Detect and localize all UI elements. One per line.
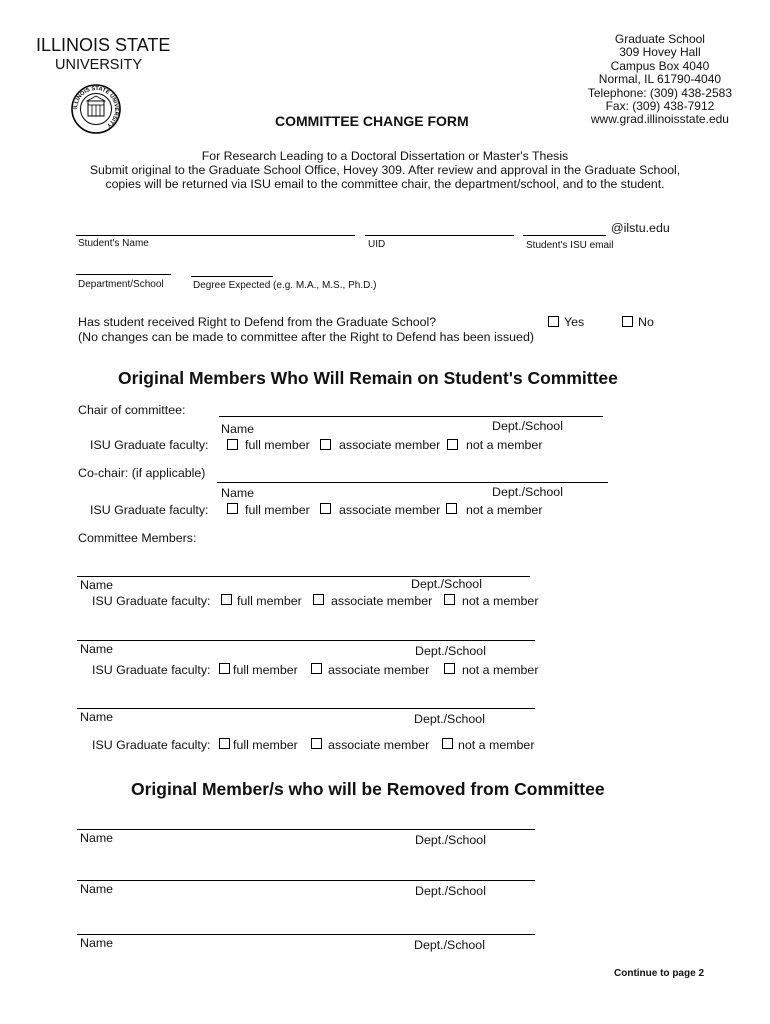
degree-field[interactable] bbox=[191, 276, 273, 277]
intro-line-1: For Research Leading to a Doctoral Dissertation or Master's Thesis bbox=[201, 149, 569, 163]
associate-member-checkbox[interactable] bbox=[311, 663, 322, 674]
not-member-checkbox[interactable] bbox=[444, 663, 455, 674]
name-label: Name bbox=[221, 422, 255, 436]
website-link[interactable]: www.grad.illinoisstate.edu bbox=[590, 112, 729, 127]
address-line: Graduate School bbox=[614, 32, 705, 46]
removed-name-field[interactable] bbox=[77, 934, 535, 935]
name-label: Name bbox=[80, 642, 114, 656]
committee-members-label: Committee Members: bbox=[78, 531, 197, 545]
yes-checkbox[interactable] bbox=[548, 316, 559, 327]
university-subtitle: UNIVERSITY bbox=[55, 57, 143, 73]
not-member-checkbox[interactable] bbox=[442, 738, 453, 749]
dept-label: Dept./School bbox=[415, 644, 486, 658]
full-member-label: full member bbox=[237, 594, 302, 608]
chair-label: Chair of committee: bbox=[78, 403, 186, 417]
associate-member-checkbox[interactable] bbox=[320, 503, 331, 514]
address-line: Campus Box 4040 bbox=[610, 58, 710, 73]
intro-line-2: Submit original to the Graduate School Office, Hovey 309. After review and approval in the Graduate School, bbox=[89, 163, 681, 177]
uid-field[interactable] bbox=[365, 235, 514, 236]
dept-label: Dept./School bbox=[414, 712, 485, 726]
associate-member-checkbox[interactable] bbox=[320, 439, 331, 450]
dept-label: Dept./School bbox=[411, 577, 482, 591]
name-label: Name bbox=[80, 710, 114, 724]
department-label: Department/School bbox=[78, 279, 164, 290]
full-member-checkbox[interactable] bbox=[219, 663, 230, 674]
faculty-label: ISU Graduate faculty: bbox=[92, 738, 211, 752]
removed-name-field[interactable] bbox=[77, 829, 535, 830]
email-domain: @ilstu.edu bbox=[611, 221, 670, 235]
graduate-school-address bbox=[588, 33, 732, 127]
dept-label: Dept./School bbox=[414, 938, 485, 952]
svg-text:ILLINOIS STATE UNIVERSITY: ILLINOIS STATE UNIVERSITY bbox=[72, 85, 120, 129]
address-line: Normal, IL 61790-4040 bbox=[598, 72, 722, 87]
dept-label: Dept./School bbox=[492, 419, 563, 433]
not-member-checkbox[interactable] bbox=[446, 503, 457, 514]
faculty-label: ISU Graduate faculty: bbox=[90, 438, 209, 452]
remain-heading: Original Members Who Will Remain on Student's Committee bbox=[118, 368, 618, 388]
full-member-checkbox[interactable] bbox=[227, 439, 238, 450]
full-member-label: full member bbox=[233, 663, 298, 677]
dept-label: Dept./School bbox=[415, 833, 486, 847]
associate-member-checkbox[interactable] bbox=[313, 594, 324, 605]
degree-label: Degree Expected (e.g. M.A., M.S., Ph.D.) bbox=[193, 280, 377, 291]
associate-member-label: associate member bbox=[339, 438, 441, 452]
yes-label: Yes bbox=[564, 315, 585, 329]
full-member-checkbox[interactable] bbox=[219, 738, 230, 749]
defend-question: Has student received Right to Defend from the Graduate School? bbox=[78, 315, 437, 329]
university-seal-icon bbox=[71, 84, 121, 134]
uid-label: UID bbox=[368, 239, 386, 250]
name-label: Name bbox=[80, 936, 114, 950]
continue-page-note: Continue to page 2 bbox=[614, 968, 704, 979]
dept-label: Dept./School bbox=[492, 485, 563, 499]
full-member-label: full member bbox=[245, 503, 310, 517]
associate-member-label: associate member bbox=[328, 738, 430, 752]
name-label: Name bbox=[80, 882, 114, 896]
removed-heading: Original Member/s who will be Removed from Committee bbox=[131, 779, 605, 799]
associate-member-checkbox[interactable] bbox=[311, 738, 322, 749]
student-name-field[interactable] bbox=[76, 235, 355, 236]
defend-note: (No changes can be made to committee after the Right to Defend has been issued) bbox=[78, 330, 534, 344]
no-checkbox[interactable] bbox=[622, 316, 633, 327]
student-name-label: Student's Name bbox=[78, 238, 149, 249]
member-name-field[interactable] bbox=[77, 640, 535, 641]
not-member-label: not a member bbox=[458, 738, 535, 752]
not-member-label: not a member bbox=[462, 594, 539, 608]
student-email-label: Student's ISU email bbox=[526, 240, 614, 251]
not-member-label: not a member bbox=[466, 438, 543, 452]
associate-member-label: associate member bbox=[331, 594, 433, 608]
not-member-label: not a member bbox=[466, 503, 543, 517]
address-line: 309 Hovey Hall bbox=[619, 45, 701, 60]
not-member-checkbox[interactable] bbox=[444, 594, 455, 605]
name-label: Name bbox=[221, 486, 255, 500]
member-name-field[interactable] bbox=[77, 708, 535, 709]
department-field[interactable] bbox=[76, 274, 171, 275]
full-member-label: full member bbox=[233, 738, 298, 752]
form-title: COMMITTEE CHANGE FORM bbox=[275, 113, 469, 129]
removed-name-field[interactable] bbox=[77, 880, 535, 881]
chair-name-field[interactable] bbox=[219, 416, 603, 417]
no-label: No bbox=[638, 315, 654, 329]
faculty-label: ISU Graduate faculty: bbox=[90, 503, 209, 517]
not-member-checkbox[interactable] bbox=[447, 439, 458, 450]
cochair-label: Co-chair: (if applicable) bbox=[78, 466, 206, 480]
faculty-label: ISU Graduate faculty: bbox=[92, 663, 211, 677]
name-label: Name bbox=[80, 831, 114, 845]
cochair-name-field[interactable] bbox=[217, 482, 608, 483]
dept-label: Dept./School bbox=[415, 884, 486, 898]
full-member-checkbox[interactable] bbox=[221, 594, 232, 605]
address-line: Fax: (309) 438-7912 bbox=[605, 99, 715, 114]
faculty-label: ISU Graduate faculty: bbox=[92, 594, 211, 608]
address-line: Telephone: (309) 438-2583 bbox=[587, 85, 732, 100]
associate-member-label: associate member bbox=[339, 503, 441, 517]
intro-line-3: copies will be returned via ISU email to the committee chair, the department/school, and to the student. bbox=[105, 177, 665, 191]
name-label: Name bbox=[80, 578, 114, 592]
full-member-label: full member bbox=[245, 438, 310, 452]
university-name: ILLINOIS STATE bbox=[36, 35, 171, 55]
associate-member-label: associate member bbox=[328, 663, 430, 677]
full-member-checkbox[interactable] bbox=[227, 503, 238, 514]
not-member-label: not a member bbox=[462, 663, 539, 677]
student-email-field[interactable] bbox=[523, 235, 606, 236]
